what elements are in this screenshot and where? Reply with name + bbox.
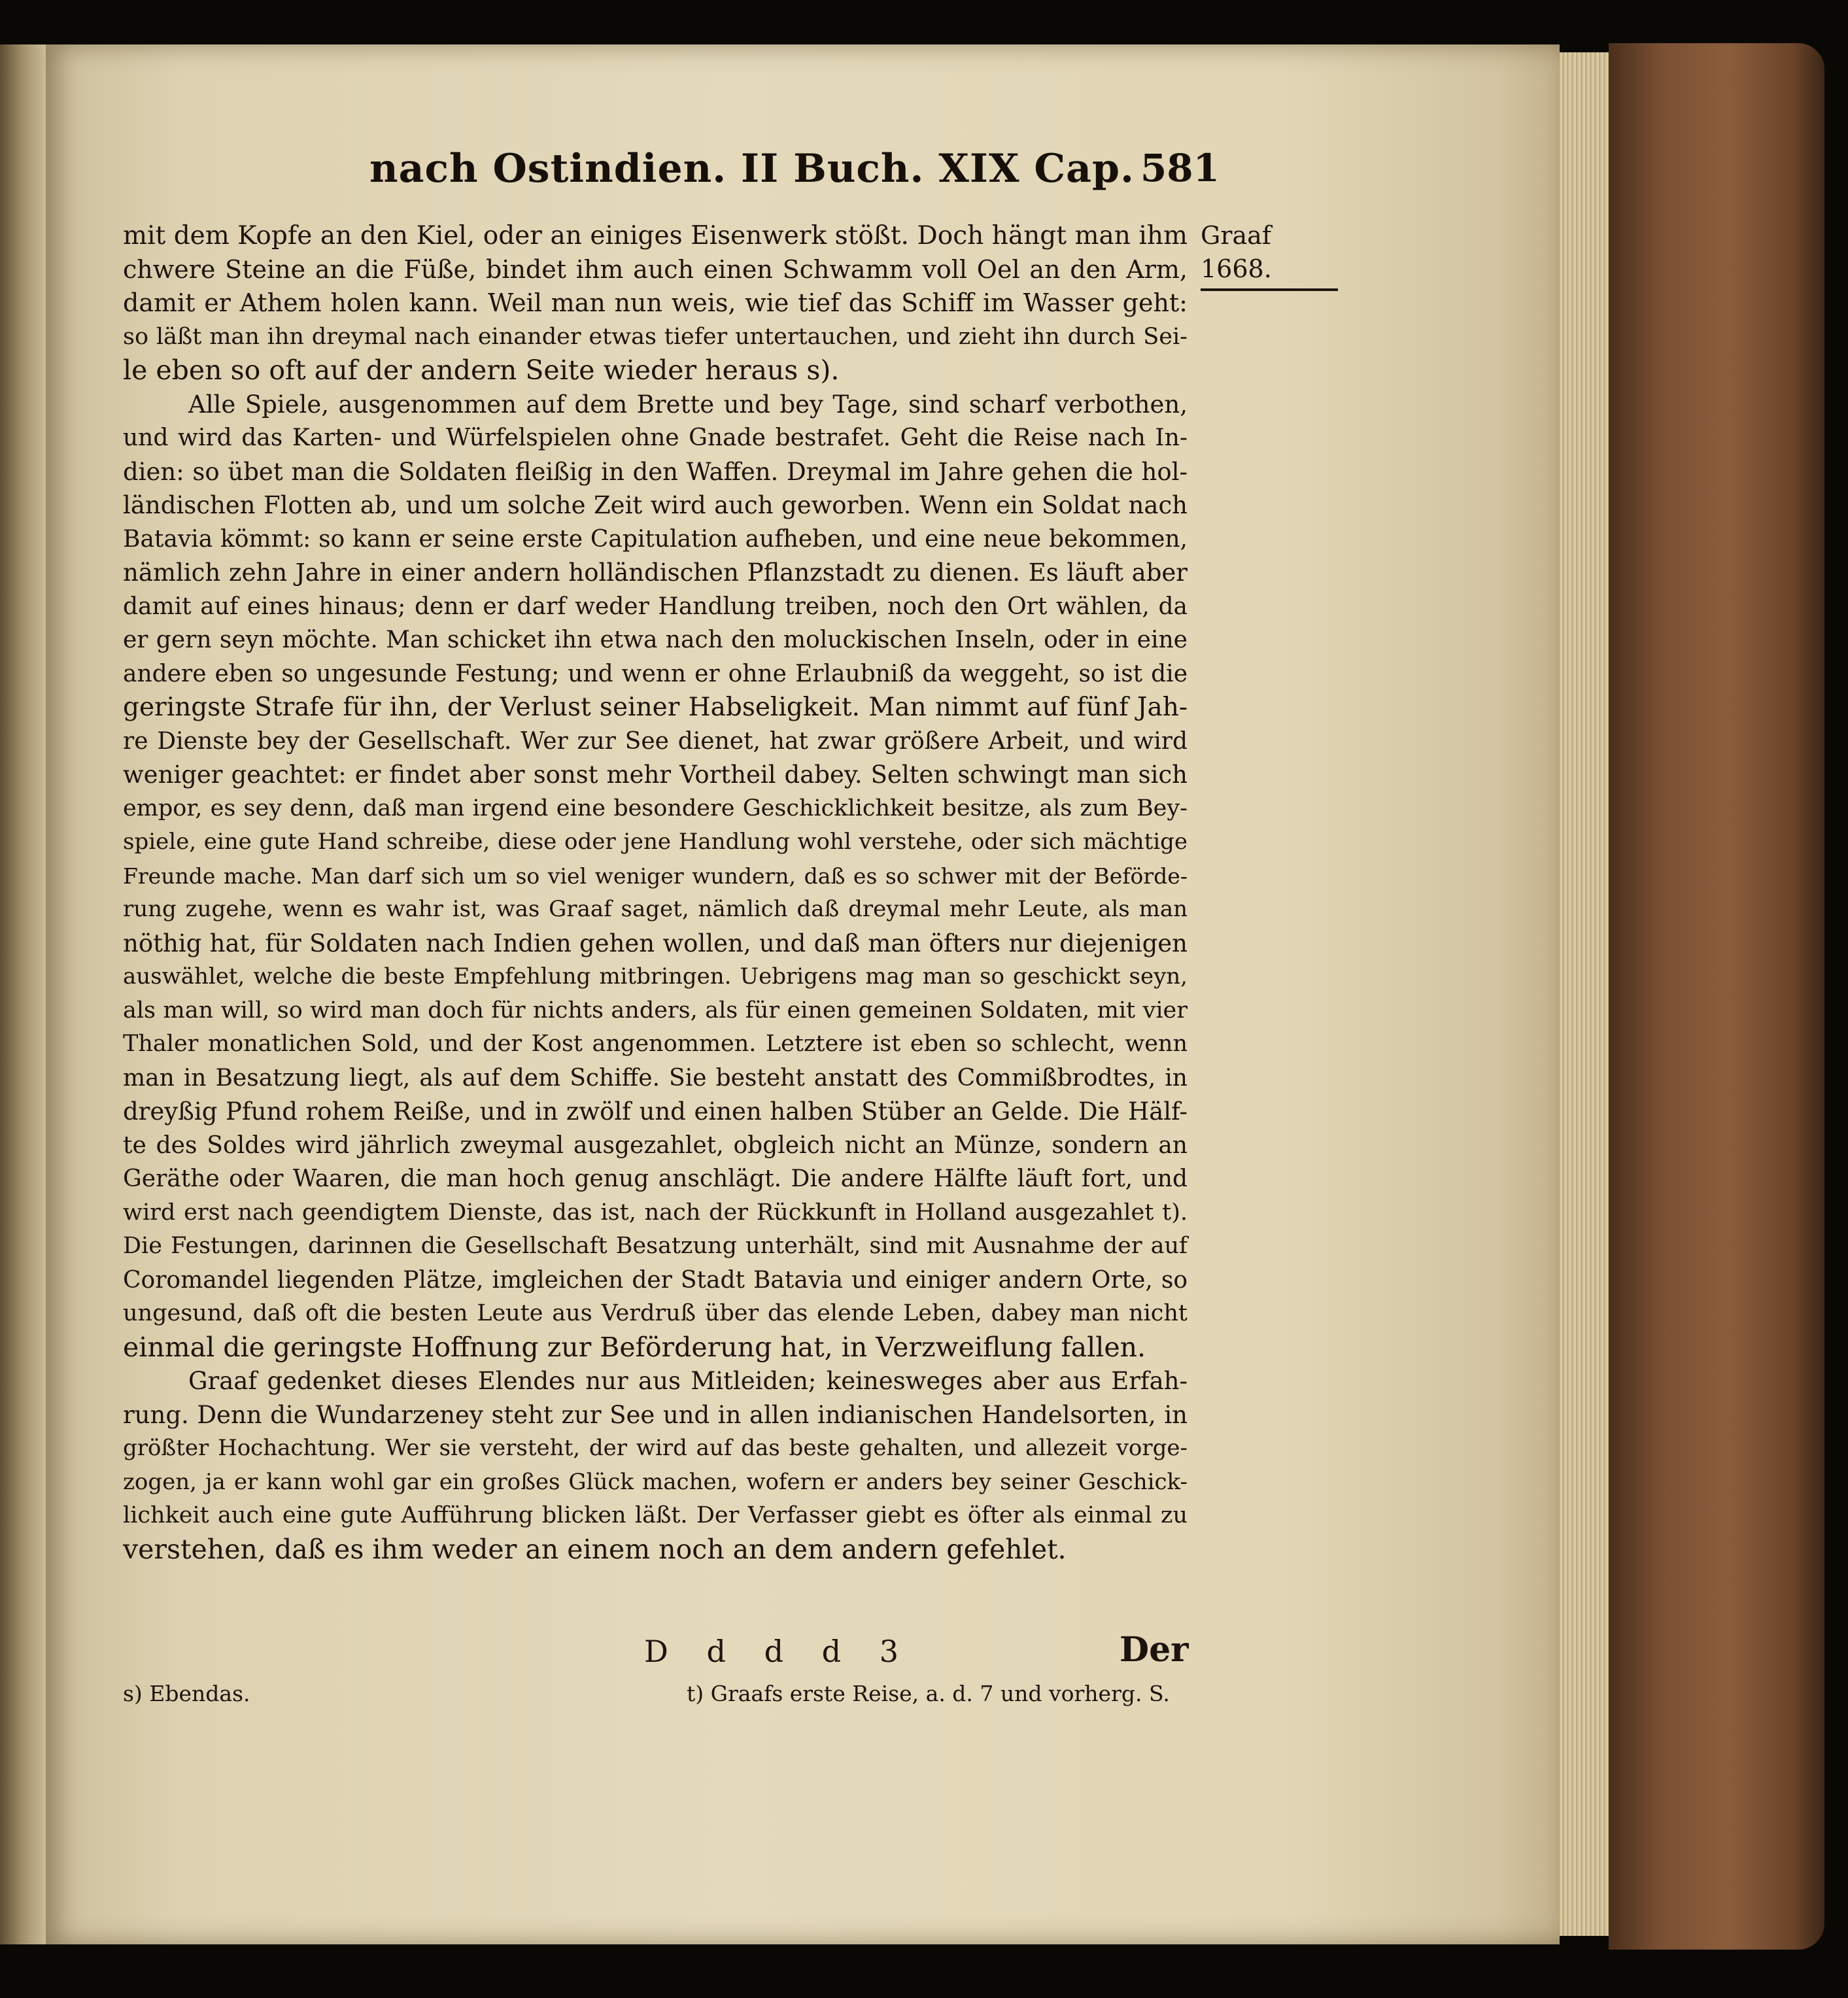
text-line: mit dem Kopfe an den Kiel, oder an einiges Eisenwerk stößt. Doch hängt man ihm [123, 221, 1188, 250]
text-line: empor, es sey denn, daß man irgend eine besondere Geschicklichkeit besitze, als zum Bey- [123, 795, 1188, 821]
text-line: nöthig hat, für Soldaten nach Indien gehen wollen, und daß man öfters nur diejenigen [123, 929, 1188, 957]
text-line: man in Besatzung liegt, als auf dem Schiffe. Sie besteht anstatt des Commißbrodtes, in [123, 1064, 1188, 1092]
text-line: weniger geachtet: er findet aber sonst mehr Vortheil dabey. Selten schwingt man sich [123, 761, 1188, 789]
margin-note [1201, 219, 1344, 291]
text-line: ländischen Flotten ab, und um solche Zeit wird auch geworben. Wenn ein Soldat nach [123, 491, 1188, 519]
text-line: spiele, eine gute Hand schreibe, diese oder jene Handlung wohl verstehe, oder sich mächtige [123, 829, 1188, 855]
text-line: andere eben so ungesunde Festung; und wenn er ohne Erlaubniß da weggeht, so ist die [123, 660, 1188, 687]
text-line: Coromandel liegenden Plätze, imgleichen der Stadt Batavia und einiger andern Orte, so [123, 1266, 1188, 1294]
footnote-t: t) Graafs erste Reise, a. d. 7 und vorherg. S. [687, 1681, 1170, 1706]
book-cover [1609, 43, 1824, 1950]
text-line: lichkeit auch eine gute Aufführung blicken läßt. Der Verfasser giebt es öfter als einmal zu [123, 1502, 1188, 1528]
margin-rule [1201, 288, 1338, 291]
text-line: te des Soldes wird jährlich zweymal ausgezahlet, obgleich nicht an Münze, sondern an [123, 1131, 1188, 1159]
text-line: größter Hochachtung. Wer sie versteht, der wird auf das beste gehalten, und allezeit vorge- [123, 1435, 1188, 1461]
text-line: Graaf gedenket dieses Elendes nur aus Mitleiden; keinesweges aber aus Erfah- [188, 1367, 1188, 1395]
text-line: wird erst nach geendigtem Dienste, das ist, nach der Rückkunft in Holland ausgezahlet t). [123, 1199, 1188, 1226]
text-line: Freunde mache. Man darf sich um so viel weniger wundern, daß es so schwer mit der Beförde- [123, 863, 1188, 889]
text-line: so läßt man ihn dreymal nach einander etwas tiefer untertauchen, und zieht ihn durch Sei- [123, 323, 1188, 350]
text-line: Geräthe oder Waaren, die man hoch genug anschlägt. Die andere Hälfte läuft fort, und [123, 1165, 1188, 1192]
footnote-s: s) Ebendas. [123, 1681, 250, 1706]
page-edges [1560, 52, 1609, 1936]
text-line: als man will, so wird man doch für nichts anders, als für einen gemeinen Soldaten, mit vier [123, 997, 1188, 1024]
page-number: 581 [1140, 146, 1220, 190]
text-line: Thaler monatlichen Sold, und der Kost angenommen. Letztere ist eben so schlecht, wenn [123, 1031, 1188, 1057]
text-line: le eben so oft auf der andern Seite wieder heraus s). [123, 354, 840, 386]
running-head: nach Ostindien. II Buch. XIX Cap. [369, 146, 1135, 192]
signature-mark: D d d d 3 [644, 1634, 913, 1669]
text-line: und wird das Karten- und Würfelspielen ohne Gnade bestrafet. Geht die Reise nach In- [123, 424, 1188, 451]
text-line: re Dienste bey der Gesellschaft. Wer zur See dienet, hat zwar größere Arbeit, und wird [123, 727, 1188, 755]
text-line: damit auf eines hinaus; denn er darf weder Handlung treiben, noch den Ort wählen, da [123, 593, 1188, 620]
text-line: dien: so übet man die Soldaten fleißig in den Waffen. Dreymal im Jahre gehen die hol- [123, 457, 1188, 486]
text-line: rung zugehe, wenn es wahr ist, was Graaf saget, nämlich daß dreymal mehr Leute, als man [123, 896, 1188, 922]
text-line: verstehen, daß es ihm weder an einem noch an dem andern gefehlet. [123, 1533, 1067, 1565]
text-line: auswählet, welche die beste Empfehlung mitbringen. Uebrigens mag man so geschickt seyn, [123, 963, 1188, 990]
text-line: chwere Steine an die Füße, bindet ihm auch einen Schwamm voll Oel an den Arm, [123, 254, 1188, 284]
text-line: Alle Spiele, ausgenommen auf dem Brette und bey Tage, sind scharf verbothen, [188, 390, 1188, 419]
text-line: nämlich zehn Jahre in einer andern holländischen Pflanzstadt zu dienen. Es läuft aber [123, 559, 1188, 587]
text-line: geringste Strafe für ihn, der Verlust seiner Habseligkeit. Man nimmt auf fünf Jah- [123, 693, 1188, 722]
body-text [123, 219, 1188, 1566]
text-line: rung. Denn die Wundarzeney steht zur See und in allen indianischen Handelsorten, in [123, 1400, 1188, 1429]
text-line: dreyßig Pfund rohem Reiße, und in zwölf und einen halben Stüber an Gelde. Die Hälf- [123, 1097, 1188, 1126]
text-line: zogen, ja er kann wohl gar ein großes Glück machen, wofern er anders bey seiner Geschick- [123, 1468, 1188, 1495]
footnotes [123, 1681, 1188, 1714]
text-line: einmal die geringste Hoffnung zur Beförderung hat, in Verzweiflung fallen. [123, 1331, 1146, 1363]
text-line: ungesund, daß oft die besten Leute aus Verdruß über das elende Leben, dabey man nicht [123, 1300, 1188, 1326]
facing-page-edge [0, 44, 46, 1944]
text-line: Die Festungen, darinnen die Gesellschaft Besatzung unterhält, sind mit Ausnahme der auf [123, 1233, 1188, 1259]
catchword: Der [1120, 1630, 1189, 1670]
margin-note-text: Graaf 1668. [1201, 221, 1272, 283]
page-header [369, 141, 1220, 199]
text-line: damit er Athem holen kann. Weil man nun weis, wie tief das Schiff im Wasser geht: [123, 288, 1188, 317]
text-line: er gern seyn möchte. Man schicket ihn etwa nach den moluckischen Inseln, oder in eine [123, 627, 1188, 653]
text-line: Batavia kömmt: so kann er seine erste Capitulation aufheben, und eine neue bekommen, [123, 525, 1188, 553]
